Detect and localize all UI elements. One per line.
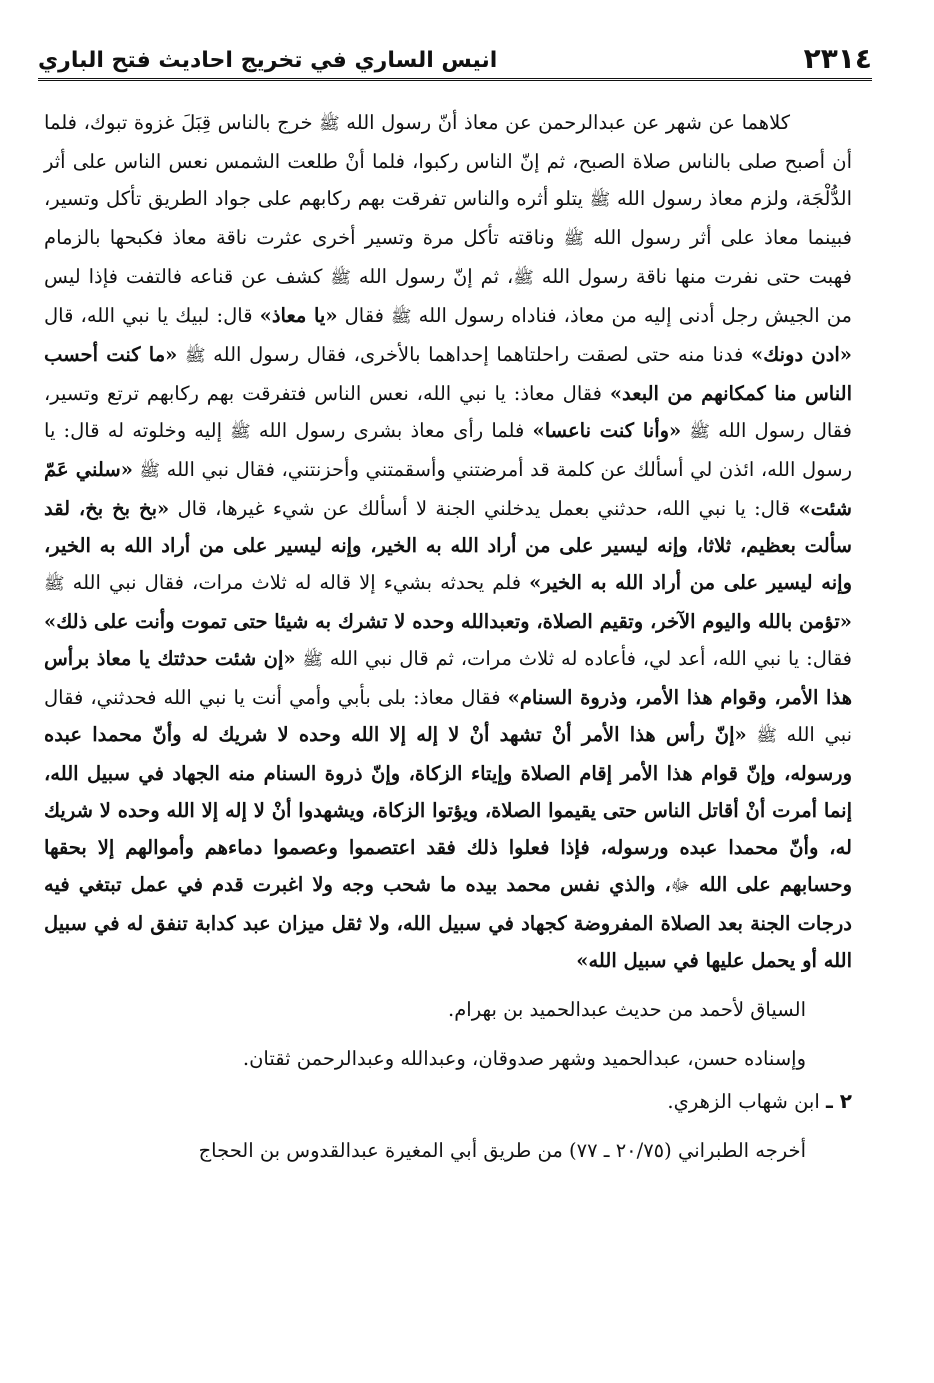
text-run: فدنا منه حتى لصقت راحلتاهما إحداهما بالأخرى، فقال رسول الله (205, 343, 751, 366)
header-divider (38, 78, 872, 83)
salutation-glyph: ﷺ (185, 346, 206, 366)
text-run (177, 343, 185, 366)
numbered-item (44, 1083, 852, 1120)
prophetic-quote: «يا معاذ» (259, 304, 338, 327)
salutation-glyph: ﷺ (319, 114, 340, 134)
prophetic-quote: «وأنا كنت ناعسا» (532, 419, 682, 442)
main-text (44, 104, 852, 1169)
salutation-glyph: ﷺ (589, 190, 611, 210)
text-run: ، ثم إنّ رسول الله (350, 265, 514, 288)
salutation-glyph: ﷺ (330, 268, 351, 288)
prophetic-quote: «تؤمن بالله واليوم الآخر، وتقيم الصلاة، وتعبدالله وحده لا تشرك به شيئا حتى تموت وأنت على ذلك» (44, 610, 852, 633)
running-title: انيس الساري في تخريج احاديث فتح الباري (38, 48, 498, 73)
text-run: فقال معاذ: يا نبي الله، نعس الناس فتفرقت بهم ركابهم ترتع وتسير، فقال رسول الله (44, 382, 852, 442)
salutation-glyph: ﷺ (563, 229, 585, 249)
item-number: ٢ ـ (825, 1089, 852, 1113)
text-run: فقال معاذ: بلى بأبي وأمي أنت يا نبي الله فحدثني، فقال نبي الله (44, 686, 853, 746)
takhrij-paragraph: أخرجه الطبراني (٢٠/٧٥ ـ ٧٧) من طريق أبي المغيرة عبدالقدوس بن الحجاج (198, 1139, 806, 1162)
prophetic-quote: ، والذي نفس محمد بيده ما شحب وجه ولا اغبرت قدم في عمل تبتغي فيه درجات الجنة بعد الصلاة المفروضة كجهاد في سبيل الله، ولا ثقل ميزان عبد كدابة تنفق له في سبيل الله أو يحمل عليها في سبيل الله» (44, 873, 852, 972)
item-text: ابن شهاب الزهري. (667, 1090, 826, 1113)
text-run (747, 723, 757, 746)
salutation-glyph: ﷺ (756, 726, 777, 746)
salutation-glyph: ﷺ (689, 422, 710, 442)
prophetic-quote: «بخ بخ بخ، لقد سألت بعظيم، ثلاثا، وإنه ليسير على من أراد الله به الخير، وإنه ليسير على من أراد الله به الخير، وإنه ليسير على من أراد الله به الخير» (44, 497, 852, 594)
page-header (38, 40, 872, 82)
salutation-glyph: ﷺ (513, 268, 534, 288)
prophetic-quote: «إنّ رأس هذا الأمر أنْ تشهد أنْ لا إله إلا الله وحده لا شريك له وأنّ محمدا عبده ورسوله، وإنّ قوام هذا الأمر إقام الصلاة وإيتاء الزكاة، وإنّ ذروة السنام منه الجهاد في سبيل الله، إنما أمرت أنْ أقاتل الناس حتى يقيموا الصلاة، ويؤتوا الزكاة، ويشهدوا أنْ لا إله إلا الله وحده لا شريك له، وأنّ محمدا عبده ورسوله، فإذا فعلوا ذلك فقد اعتصموا وعصموا دماءهم وأموالهم إلا بحقها وحسابهم على الله (44, 723, 852, 896)
text-run: قال: يا نبي الله، حدثني بعمل يدخلني الجنة لا أسألك عن شيء غيرها، قال (169, 497, 799, 520)
text-run: فلما رأى معاذ بشرى رسول الله (250, 419, 533, 442)
prophetic-quote: «سلني عَمّ شئت» (44, 458, 852, 520)
salutation-glyph: ﷺ (44, 574, 65, 594)
text-run: فلم يحدثه بشيء إلا قاله له ثلاث مرات، فقال نبي الله (64, 571, 530, 594)
salutation-glyph: ﷺ (302, 650, 323, 670)
salutation-glyph: ﷺ (230, 422, 251, 442)
hadith-paragraph (44, 104, 852, 979)
prophetic-quote: «ادن دونك» (751, 343, 852, 366)
salutation-glyph: ﷺ (139, 461, 161, 481)
text-run: قال: لبيك يا نبي الله، قال (44, 304, 260, 327)
source-note: السياق لأحمد من حديث عبدالحميد بن بهرام. (448, 998, 806, 1021)
text-run: إليه وخلوته له قال: يا رسول الله، ائذن لي أسألك عن كلمة قد أمرضتني وأسقمتني وأحزنتني، فقال نبي الله (44, 419, 852, 481)
text-run: خرج بالناس قِبَلَ غزوة تبوك، فلما أن أصبح صلى بالناس صلاة الصبح، ثم إنّ الناس ركبوا، فلما أنْ طلعت الشمس نعس الناس على أثر الدُّلْجَة، ولزم معاذ رسول الله (44, 111, 852, 210)
text-run: فقال: يا نبي الله، أعد لي، فأعاده له ثلاث مرات، ثم قال نبي الله (322, 647, 853, 670)
text-run (133, 458, 140, 481)
text-run: يتلو أثره والناس تفرقت بهم ركابهم على جواد الطريق تأكل وتسير، فبينما معاذ على أثر رسول الله (44, 187, 852, 249)
salutation-glyph: ﷺ (391, 307, 412, 327)
text-run: كلاهما عن شهر عن عبدالرحمن عن معاذ أنّ رسول الله (339, 111, 791, 134)
prophetic-quote: «ما كنت أحسب الناس منا كمكانهم من البعد» (44, 343, 852, 405)
glorification-glyph: ﷻ (670, 876, 690, 896)
text-run: فقال (337, 304, 392, 327)
text-run: وناقته تأكل مرة وتسير أخرى عثرت ناقة معاذ فكبحها بالزمام فهبت حتى نفرت منها ناقة رسول الله (44, 226, 852, 288)
text-run: كشف عن قناعه فالتفت فإذا ليس من الجيش رجل أدنى إليه من معاذ، فناداه رسول الله (44, 265, 852, 327)
chain-grading-note: وإسناده حسن، عبدالحميد وشهر صدوقان، وعبدالله وعبدالرحمن ثقتان. (242, 1047, 806, 1070)
prophetic-quote: «إن شئت حدثتك يا معاذ برأس هذا الأمر، وقوام هذا الأمر، وذروة السنام» (44, 647, 852, 709)
page-number: ٢٣١٤ (803, 42, 872, 75)
